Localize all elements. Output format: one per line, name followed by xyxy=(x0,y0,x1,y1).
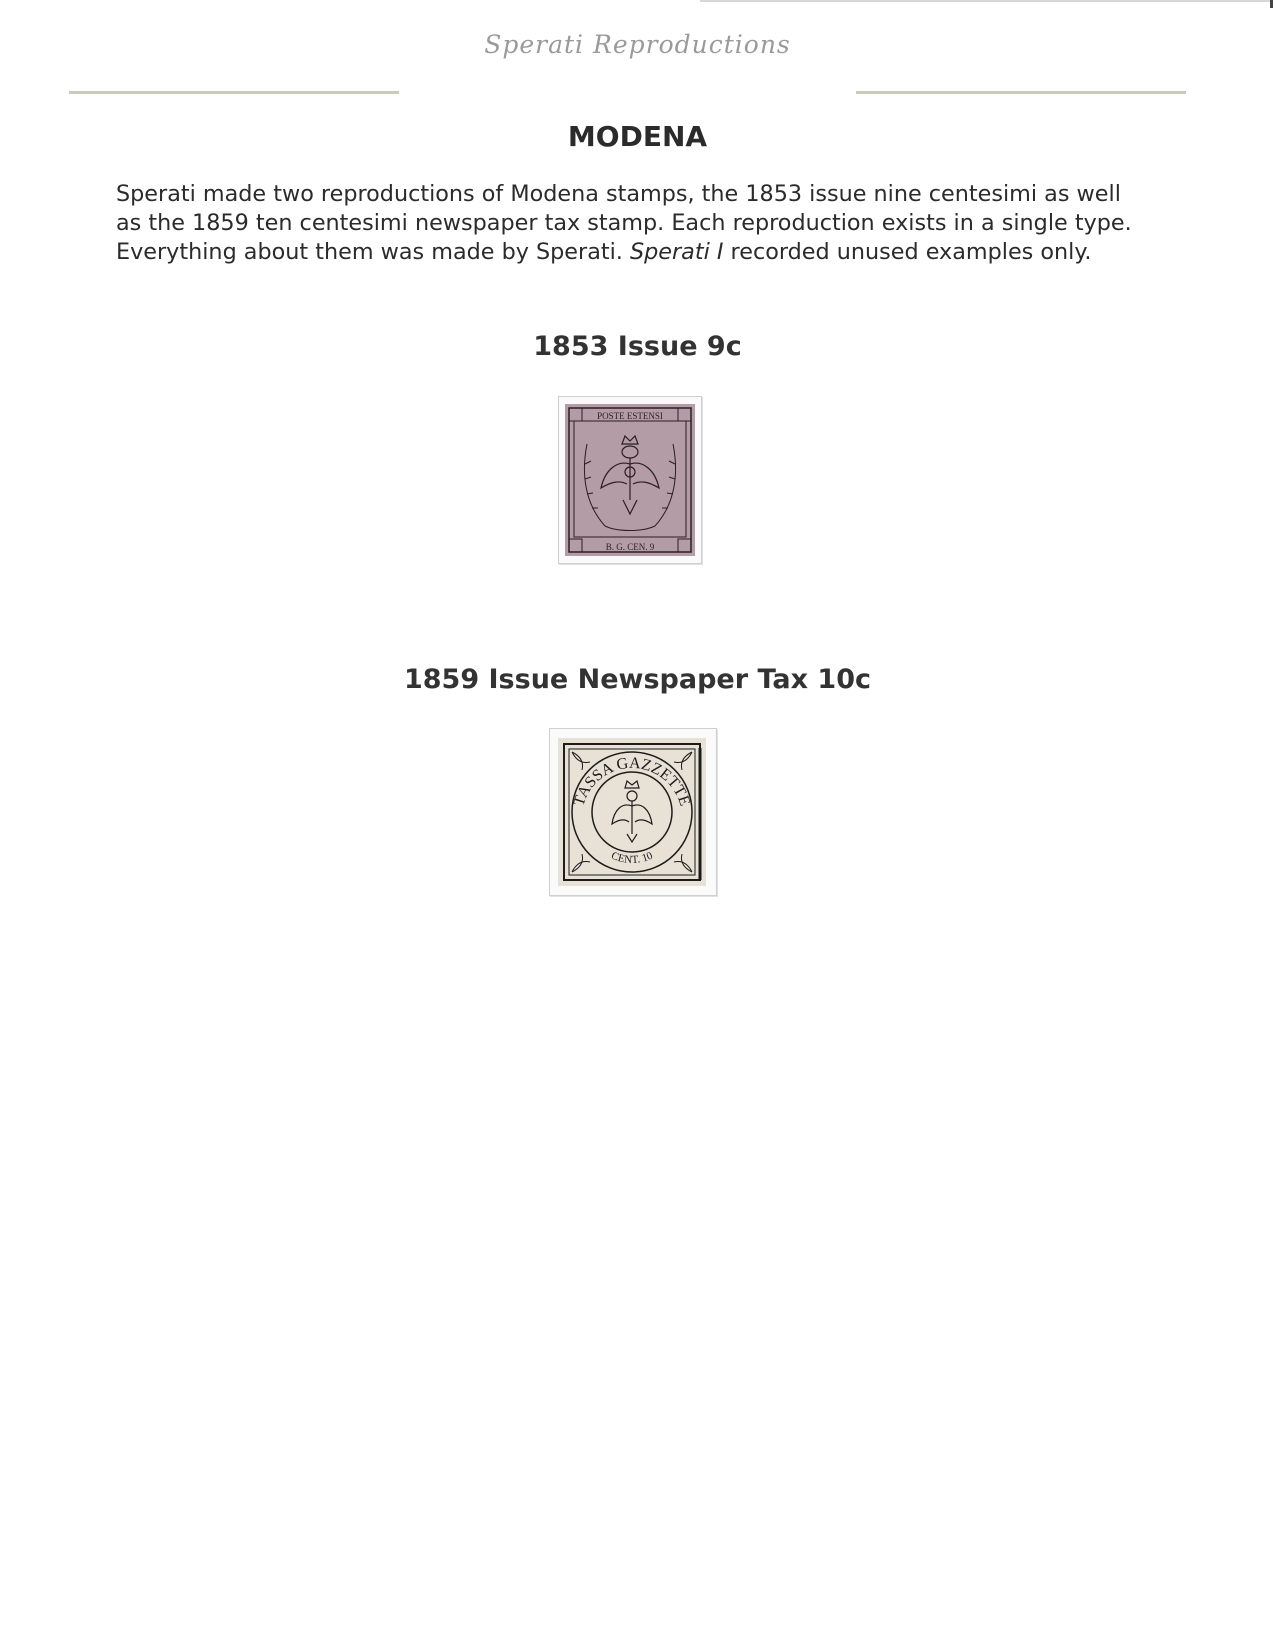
stamp-1859 xyxy=(558,738,706,886)
stamp-1859-ring-textpath: TASSA GAZZETTE xyxy=(570,754,694,809)
intro-line-3-italic: Sperati I xyxy=(629,239,724,265)
scan-edge-mark xyxy=(700,0,1270,2)
intro-line-3 xyxy=(116,238,1176,267)
stamp-1853-top-text: POSTE ESTENSI xyxy=(597,411,663,421)
issue-title-1859: 1859 Issue Newspaper Tax 10c xyxy=(403,664,872,695)
section-title: MODENA xyxy=(567,120,708,153)
scan-edge-tick xyxy=(1270,0,1273,8)
stamp-1859-bottom-textpath: CENT. 10 xyxy=(609,849,655,867)
intro-line-1: Sperati made two reproductions of Modena stamps, the 1853 issue nine centesimi as well xyxy=(116,181,1121,207)
stamp-1853-bottom-text: B. G. CEN. 9 xyxy=(605,542,655,552)
intro-line-2: as the 1859 ten centesimi newspaper tax stamp. Each reproduction exists in a single type. xyxy=(116,210,1132,236)
stamp-1853 xyxy=(565,404,695,556)
intro-paragraph xyxy=(116,180,1176,267)
intro-line-3-end: recorded unused examples only. xyxy=(730,239,1092,265)
stamp-frame-1853 xyxy=(558,396,702,564)
header-rule-left xyxy=(69,91,399,94)
intro-line-3-start: Everything about them was made by Sperati. xyxy=(116,239,623,265)
page-header-title: Sperati Reproductions xyxy=(484,30,791,59)
stamp-frame-1859 xyxy=(549,728,717,896)
issue-title-1853: 1853 Issue 9c xyxy=(533,331,742,362)
header-rule-right xyxy=(856,91,1186,94)
